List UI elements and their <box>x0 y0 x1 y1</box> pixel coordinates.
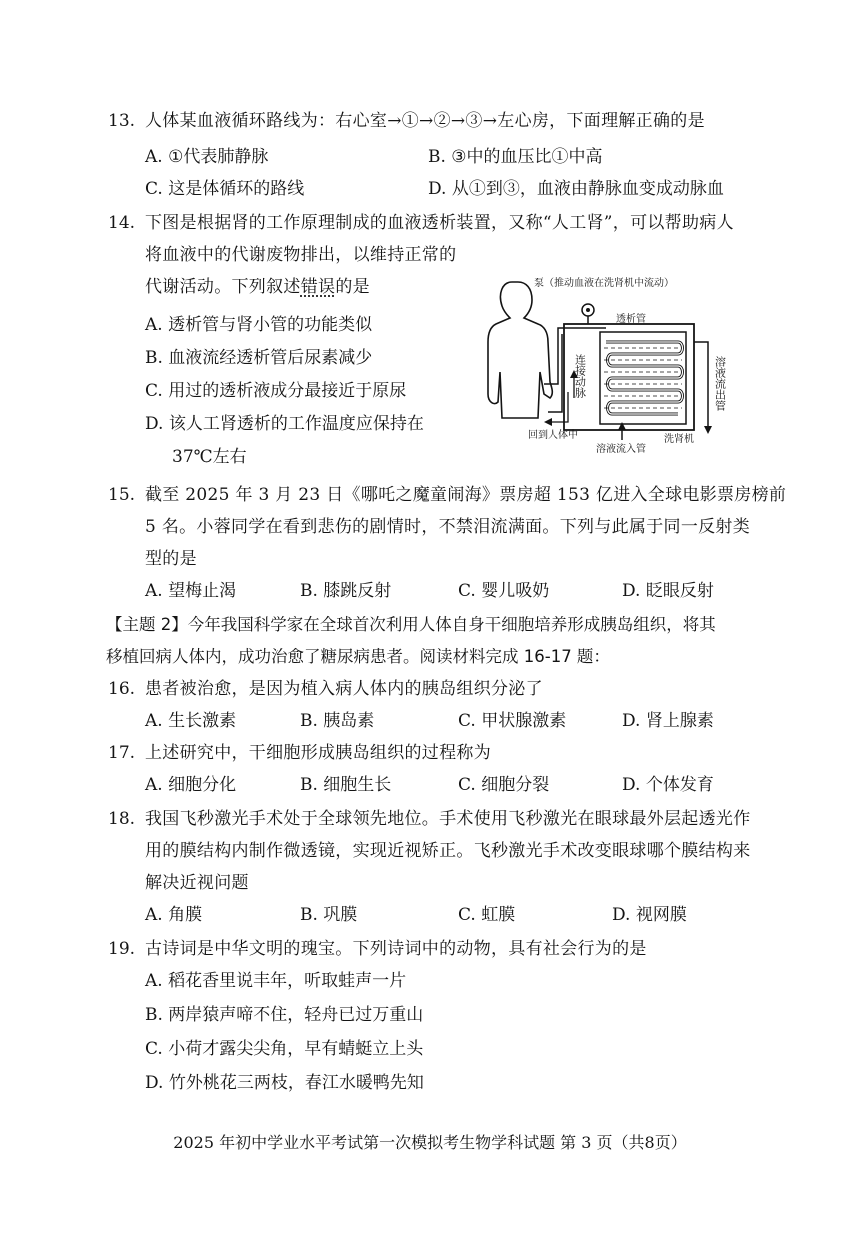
question-16-number: 16. <box>108 679 136 699</box>
question-15-stem-line-1: 截至 2025 年 3 月 23 日《哪吒之魔童闹海》票房超 153 亿进入全球电影票房榜前 <box>145 485 787 505</box>
question-17-number: 17. <box>108 743 136 763</box>
question-18-stem-line-3: 解决近视问题 <box>145 873 249 893</box>
question-14-option-b: B. 血液流经透析管后尿素减少 <box>145 348 373 368</box>
question-14-stem-line-3 <box>145 276 370 298</box>
human-silhouette <box>488 282 552 418</box>
question-14-option-c: C. 用过的透析液成分最接近于原尿 <box>145 381 407 401</box>
dialysis-diagram-svg <box>482 272 726 456</box>
question-19-option-a: A. 稻花香里说丰年，听取蛙声一片 <box>145 971 407 991</box>
question-16-option-b: B. 胰岛素 <box>300 711 375 731</box>
question-14-option-d-line-1: D. 该人工肾透析的工作温度应保持在 <box>145 414 424 434</box>
question-16-option-a: A. 生长激素 <box>145 711 237 731</box>
question-16-stem: 患者被治愈，是因为植入病人体内的胰岛组织分泌了 <box>145 679 543 699</box>
label-artery: 连接动脉 <box>573 354 587 398</box>
stem-text: 代谢活动。下列叙述 <box>145 277 301 297</box>
topic-2-line-2: 移植回病人体内，成功治愈了糖尿病患者。阅读材料完成 16-17 题： <box>106 647 610 666</box>
emphasized-word: 错误 <box>300 277 336 297</box>
question-15-option-b: B. 膝跳反射 <box>300 581 392 601</box>
question-14-option-d-line-2: 37℃左右 <box>172 447 247 467</box>
question-13-option-c: C. 这是体循环的路线 <box>145 179 305 199</box>
question-15-number: 15. <box>108 485 136 505</box>
question-15-option-c: C. 婴儿吸奶 <box>458 581 550 601</box>
question-16-option-d: D. 肾上腺素 <box>622 711 714 731</box>
question-19-number: 19. <box>108 939 136 959</box>
question-15-stem-line-2: 5 名。小蓉同学在看到悲伤的剧情时，不禁泪流满面。下列与此属于同一反射类 <box>145 517 751 537</box>
question-18-option-d: D. 视网膜 <box>612 905 687 925</box>
question-17-option-b: B. 细胞生长 <box>300 775 392 795</box>
question-17-option-a: A. 细胞分化 <box>145 775 237 795</box>
question-13-number: 13. <box>108 111 136 131</box>
page-footer: 2025 年初中学业水平考试第一次模拟考生物学科试题 第 3 页（共8页） <box>173 1133 687 1152</box>
question-15-option-a: A. 望梅止渴 <box>145 581 237 601</box>
label-machine: 洗肾机 <box>664 434 694 445</box>
question-13-stem: 人体某血液循环路线为：右心室→①→②→③→左心房，下面理解正确的是 <box>145 111 705 131</box>
question-18-stem-line-2: 用的膜结构内制作微透镜，实现近视矫正。飞秒激光手术改变眼球哪个膜结构来 <box>145 841 751 861</box>
question-14-option-a: A. 透析管与肾小管的功能类似 <box>145 315 373 335</box>
question-18-option-a: A. 角膜 <box>145 905 203 925</box>
question-19-option-b: B. 两岸猿声啼不住，轻舟已过万重山 <box>145 1005 424 1025</box>
question-19-stem: 古诗词是中华文明的瑰宝。下列诗词中的动物，具有社会行为的是 <box>145 939 647 959</box>
topic-2-line-1: 【主题 2】今年我国科学家在全球首次利用人体自身干细胞培养形成胰岛组织，将其 <box>106 615 716 634</box>
question-17-option-c: C. 细胞分裂 <box>458 775 550 795</box>
question-18-option-c: C. 虹膜 <box>458 905 516 925</box>
question-15-option-d: D. 眨眼反射 <box>622 581 714 601</box>
question-18-number: 18. <box>108 809 136 829</box>
label-dialysis-tube: 透析管 <box>616 314 646 325</box>
question-13-option-d: D. 从①到③，血液由静脉血变成动脉血 <box>428 179 724 199</box>
question-14-number: 14. <box>108 213 136 233</box>
question-19-option-c: C. 小荷才露尖尖角，早有蜻蜓立上头 <box>145 1039 424 1059</box>
question-18-option-b: B. 巩膜 <box>300 905 358 925</box>
label-back-to-body: 回到人体中 <box>528 430 578 441</box>
question-17-option-d: D. 个体发育 <box>622 775 714 795</box>
question-14-stem-line-2: 将血液中的代谢废物排出，以维持正常的 <box>145 245 457 265</box>
question-18-stem-line-1: 我国飞秒激光手术处于全球领先地位。手术使用飞秒激光在眼球最外层起透光作 <box>145 809 751 829</box>
label-pump: 泵（推动血液在洗肾机中流动） <box>534 278 674 289</box>
question-13-option-a: A. ①代表肺静脉 <box>145 147 269 167</box>
question-17-stem: 上述研究中，干细胞形成胰岛组织的过程称为 <box>145 743 491 763</box>
question-14-stem-line-1: 下图是根据肾的工作原理制成的血液透析装置，又称“人工肾”，可以帮助病人 <box>145 213 734 233</box>
question-19-option-d: D. 竹外桃花三两枝，春江水暖鸭先知 <box>145 1073 424 1093</box>
outflow-pipe <box>694 342 708 432</box>
label-inflow: 溶液流入管 <box>596 444 646 455</box>
question-15-stem-line-3: 型的是 <box>145 549 197 569</box>
question-13-option-b: B. ③中的血压比①中高 <box>428 147 603 167</box>
dialysis-diagram <box>482 272 726 456</box>
label-outflow: 溶液流出管 <box>713 356 726 411</box>
stem-text: 的是 <box>335 277 370 297</box>
question-16-option-c: C. 甲状腺激素 <box>458 711 567 731</box>
